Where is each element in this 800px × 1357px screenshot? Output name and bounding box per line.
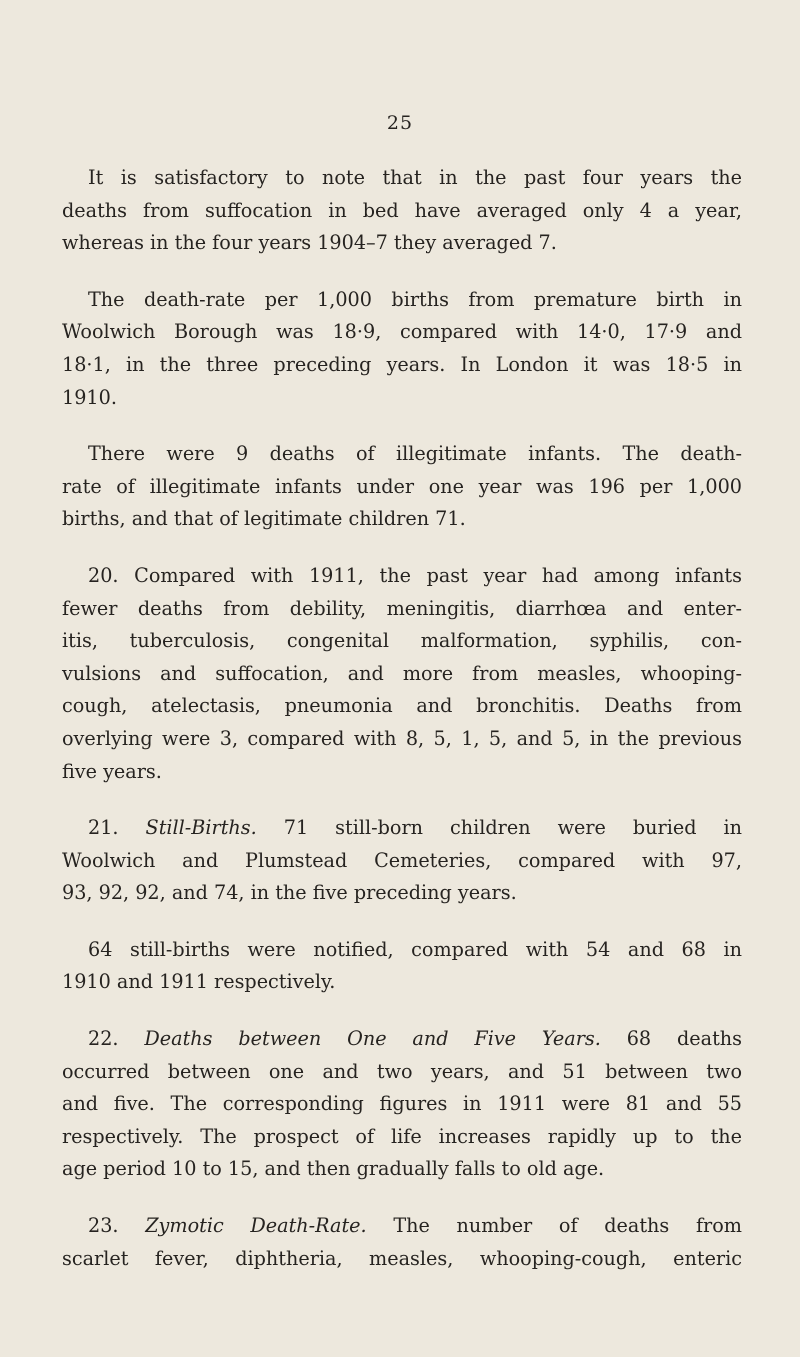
text-line: vulsions and suffocation, and more from measles, whooping-: [62, 661, 742, 685]
text-line: Woolwich and Plumstead Cemeteries, compared with 97,: [62, 848, 742, 872]
paragraph-23-zymotic: [62, 1210, 742, 1275]
paragraph-22-deaths-one-five: [62, 1023, 742, 1186]
text-line: fewer deaths from debility, meningitis, diarrhœa and enter-: [62, 596, 742, 620]
text-line: overlying were 3, compared with 8, 5, 1, 5, and 5, in the previous: [62, 726, 742, 750]
text-line: Woolwich Borough was 18·9, compared with 14·0, 17·9 and: [62, 320, 742, 344]
paragraph-notified-still-births: [62, 934, 742, 999]
text-line: occurred between one and two years, and 51 between two: [62, 1059, 742, 1083]
section-heading: Deaths between One and Five Years.: [144, 1027, 601, 1051]
section-heading: Still-Births.: [145, 816, 257, 840]
text-line: [62, 1023, 742, 1056]
text-run: 71 still-born children were buried in: [256, 816, 742, 840]
paragraph-illegitimate-infants: [62, 438, 742, 536]
text-line: age period 10 to 15, and then gradually falls to old age.: [62, 1157, 605, 1181]
paragraph-20-comparison: [62, 560, 742, 788]
paragraph-premature-birth: [62, 284, 742, 414]
section-heading: Zymotic Death-Rate.: [145, 1214, 367, 1238]
text-line: 20. Compared with 1911, the past year had among infants: [88, 563, 742, 587]
text-line: 18·1, in the three preceding years. In London it was 18·5 in: [62, 352, 742, 376]
text-line: It is satisfactory to note that in the past four years the: [88, 166, 742, 189]
text-line: 64 still-births were notified, compared with 54 and 68 in: [88, 937, 742, 961]
text-line: births, and that of legitimate children 71.: [62, 507, 466, 531]
text-line: 93, 92, 92, and 74, in the five preceding years.: [62, 881, 517, 905]
text-line: and five. The corresponding figures in 1911 were 81 and 55: [62, 1092, 742, 1116]
section-number: 23.: [88, 1214, 146, 1238]
text-line: cough, atelectasis, pneumonia and bronchitis. Deaths from: [62, 694, 742, 718]
body-text: [62, 162, 742, 1299]
text-line: five years.: [62, 759, 162, 783]
page-number: 25: [386, 112, 414, 134]
text-line: rate of illegitimate infants under one year was 196 per 1,000: [62, 474, 742, 498]
section-number: 22.: [88, 1027, 145, 1051]
text-line: [62, 1210, 742, 1243]
text-line: deaths from suffocation in bed have averaged only 4 a year,: [62, 198, 742, 222]
text-run: The number of deaths from: [366, 1214, 742, 1238]
paragraph-21-still-births: [62, 812, 742, 910]
text-line: The death-rate per 1,000 births from premature birth in: [88, 287, 742, 311]
text-run: 68 deaths: [600, 1027, 742, 1051]
text-line: 1910.: [62, 385, 117, 409]
text-line: There were 9 deaths of illegitimate infants. The death-: [88, 442, 742, 466]
text-line: itis, tuberculosis, congenital malformation, syphilis, con-: [62, 629, 742, 653]
section-number: 21.: [88, 816, 146, 840]
text-line: scarlet fever, diphtheria, measles, whooping-cough, enteric: [62, 1246, 742, 1270]
text-line: [62, 812, 742, 845]
paragraph-suffocation: [62, 162, 742, 260]
text-line: whereas in the four years 1904–7 they averaged 7.: [62, 231, 557, 255]
text-line: 1910 and 1911 respectively.: [62, 970, 336, 994]
text-line: respectively. The prospect of life increases rapidly up to the: [62, 1124, 742, 1148]
